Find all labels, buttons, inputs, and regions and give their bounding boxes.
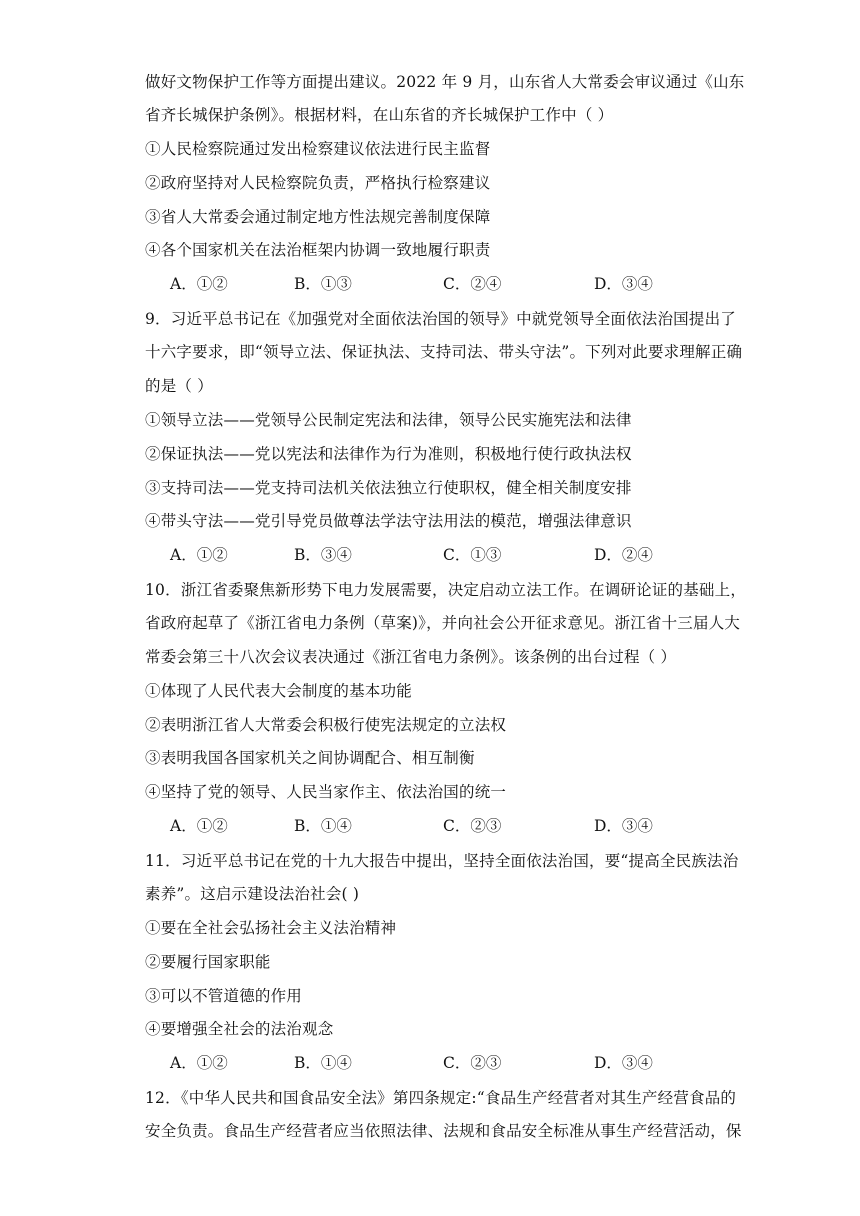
- option-d: D．③④: [594, 1054, 653, 1072]
- option-c: C．②③: [443, 1054, 502, 1072]
- text-line: ③支持司法——党支持司法机关依法独立行使职权，健全相关制度安排: [145, 479, 632, 497]
- answer-options-q11: [170, 1053, 690, 1073]
- text-line: ③可以不管道德的作用: [145, 987, 303, 1005]
- text-line: 安全负责。食品生产经营者应当依照法律、法规和食品安全标准从事生产经营活动，保: [145, 1122, 742, 1140]
- question-10-stem: 10．浙江省委聚焦新形势下电力发展需要，决定启动立法工作。在调研论证的基础上，: [145, 581, 747, 599]
- option-b: B．①③: [294, 275, 352, 293]
- option-c: C．②④: [443, 275, 502, 293]
- text-line: 的是（ ）: [145, 377, 213, 395]
- question-12-stem: 12．《中华人民共和国食品安全法》第四条规定:“食品生产经营者对其生产经营食品的: [145, 1089, 737, 1107]
- text-line: ②表明浙江省人大常委会积极行使宪法规定的立法权: [145, 716, 507, 734]
- text-line: ②保证执法——党以宪法和法律作为行为准则，积极地行使行政执法权: [145, 445, 632, 463]
- text-line: ①要在全社会弘扬社会主义法治精神: [145, 919, 397, 937]
- text-line: ③表明我国各国家机关之间协调配合、相互制衡: [145, 749, 475, 767]
- option-a: A．①②: [170, 275, 228, 293]
- text-line: ①体现了人民代表大会制度的基本功能: [145, 682, 412, 700]
- option-b: B．①④: [294, 817, 352, 835]
- option-d: D．③④: [594, 275, 653, 293]
- option-d: D．③④: [594, 817, 653, 835]
- text-line: 省政府起草了《浙江省电力条例（草案)》，并向社会公开征求意见。浙江省十三届人大: [145, 614, 741, 632]
- answer-options-q8: [170, 274, 690, 294]
- option-a: A．①②: [170, 817, 228, 835]
- text-line: ②政府坚持对人民检察院负责，严格执行检察建议: [145, 174, 491, 192]
- question-11-stem: 11．习近平总书记在党的十九大报告中提出，坚持全面依法治国，要“提高全民族法治: [145, 852, 739, 870]
- text-line: ④各个国家机关在法治框架内协调一致地履行职责: [145, 241, 491, 259]
- option-a: A．①②: [170, 1054, 228, 1072]
- text-line: 常委会第三十八次会议表决通过《浙江省电力条例》。该条例的出台过程（ ）: [145, 648, 677, 666]
- text-line: ④带头守法——党引导党员做尊法学法守法用法的模范，增强法律意识: [145, 512, 632, 530]
- text-line: 省齐长城保护条例》。根据材料，在山东省的齐长城保护工作中（ ）: [145, 106, 614, 124]
- question-9-stem: 9．习近平总书记在《加强党对全面依法治国的领导》中就党领导全面依法治国提出了: [145, 310, 736, 328]
- text-line: ③省人大常委会通过制定地方性法规完善制度保障: [145, 208, 491, 226]
- text-line: ①领导立法——党领导公民制定宪法和法律，领导公民实施宪法和法律: [145, 411, 632, 429]
- answer-options-q10: [170, 816, 690, 836]
- text-line: 素养”。这启示建设法治社会( ): [145, 885, 360, 903]
- option-a: A．①②: [170, 546, 228, 564]
- option-b: B．③④: [294, 546, 352, 564]
- option-b: B．①④: [294, 1054, 352, 1072]
- text-line: ④坚持了党的领导、人民当家作主、依法治国的统一: [145, 783, 507, 801]
- option-c: C．①③: [443, 546, 502, 564]
- text-line: ①人民检察院通过发出检察建议依法进行民主监督: [145, 140, 491, 158]
- answer-options-q9: [170, 545, 690, 565]
- text-line: ④要增强全社会的法治观念: [145, 1020, 334, 1038]
- text-line: 十六字要求，即“领导立法、保证执法、支持司法、带头守法”。下列对此要求理解正确: [145, 343, 743, 361]
- text-line: 做好文物保护工作等方面提出建议。2022 年 9 月，山东省人大常委会审议通过《山东: [145, 73, 745, 91]
- option-d: D．②④: [594, 546, 653, 564]
- text-line: ②要履行国家职能: [145, 953, 271, 971]
- option-c: C．②③: [443, 817, 502, 835]
